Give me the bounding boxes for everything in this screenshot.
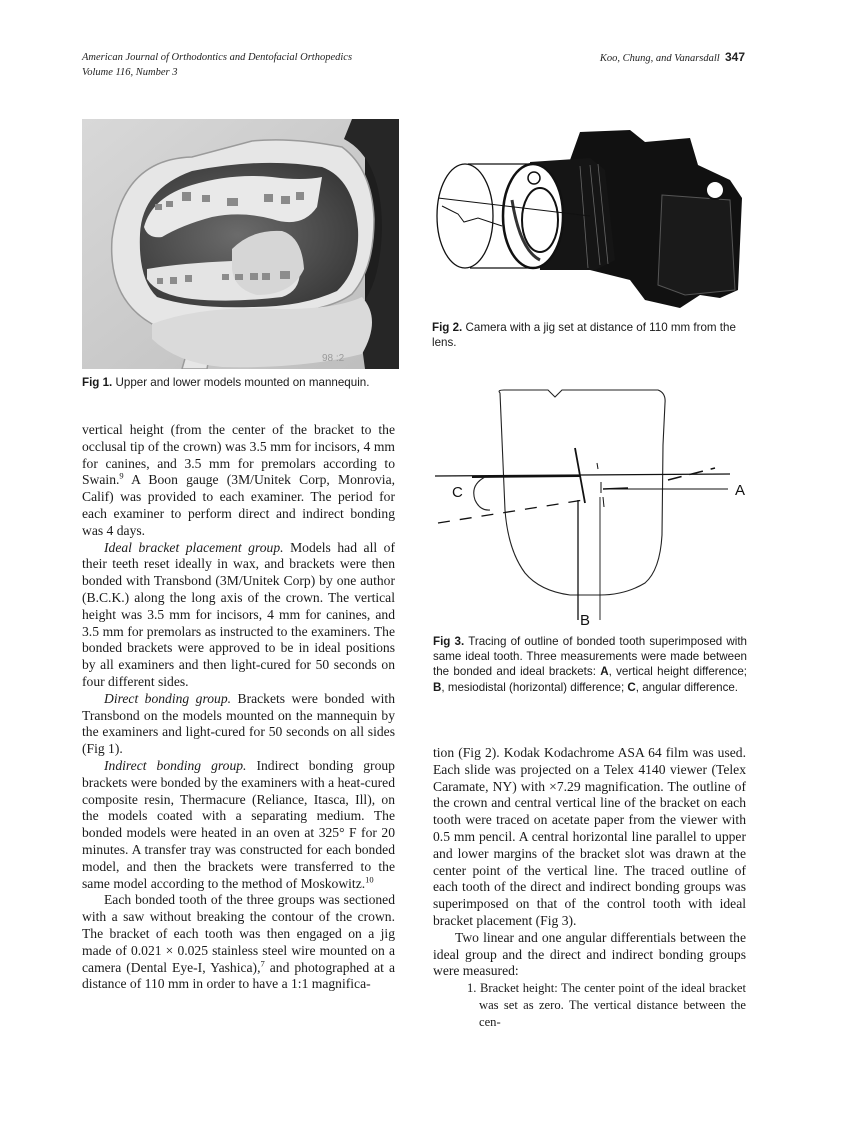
figure-3-diagram (430, 385, 760, 630)
label-a: A (735, 482, 746, 499)
section-run-in-heading: Direct bonding group. (104, 690, 232, 706)
text-span: Models had all of their teeth reset ideally in wax, and brackets were then bonded with Transbond (3M/Unitek Corp) by one author (B.C.K.) along the long axis of the crown. The vertical height was 3.5 mm for incisors, 4 mm for canines, and 3.5 mm for premolars as instructed to the examiners. The bonded brackets were approved to be in ideal positions by all examiners and then light-cured for 50 seconds on four different sides. (82, 539, 395, 689)
text-span: and photographed at a distance of 110 mm in order to have a 1:1 magnifica- (82, 959, 395, 992)
reference-superscript: 7 (260, 957, 265, 968)
mannequin-mouth-image (82, 119, 399, 369)
figure-2-label: Fig 2. (432, 321, 463, 334)
reference-superscript: 9 (119, 470, 124, 481)
running-header-left (82, 50, 352, 80)
page-number: 347 (724, 50, 745, 64)
label-c: C (452, 484, 463, 501)
figure-1-caption-text: Upper and lower models mounted on mannequin. (112, 376, 370, 389)
paragraph: Two linear and one angular differentials between the ideal group and the direct and indirect bonding groups were measured: (433, 929, 746, 979)
caption-a-label: A (600, 665, 609, 679)
tooth-tracing-diagram (430, 385, 760, 630)
paragraph: tion (Fig 2). Kodak Kodachrome ASA 64 film was used. Each slide was projected on a Telex 4140 viewer (Telex Caramate, NY) with ×7.29 magnification. The outline of the crown and central vertical line of the bracket on each tooth were traced on acetate paper from the viewer with 0.5 mm pencil. A central horizontal line parallel to upper and lower margins of the bracket slot was drawn at the center point of the vertical line. The traced outline of each tooth of the direct and indirect bonding groups was superimposed on that of the control tooth with ideal bracket placement (Fig 3). (433, 745, 746, 928)
caption-c-label: C (627, 680, 636, 694)
figure-3-caption-text: Tracing of outline of bonded tooth superimposed with same ideal tooth. Three measurements were made between the bonded and ideal brackets: (433, 635, 747, 679)
caption-a-text: , vertical height difference; (608, 665, 747, 679)
list-item: 1. Bracket height: The center point of the ideal bracket was set as zero. The vertical distance between the cen- (467, 981, 746, 1029)
figure-1-photo (82, 119, 399, 369)
caption-c-text: , angular difference. (635, 680, 739, 694)
paragraph-indirect-group (82, 758, 395, 892)
text-span: Brackets were bonded with Transbond on the models mounted on the mannequin by the examiners and light-cured for 50 seconds on all sides (Fig 1). (82, 690, 396, 757)
label-b: B (580, 612, 591, 629)
text-span: Each bonded tooth of the three groups was sectioned with a saw without breaking the contour of the crown. The bracket of each tooth was then engaged on a jig made of 0.021 × 0.025 stainless steel wire mounted on a camera (Dental Eye-I, Yashica), (82, 892, 395, 975)
figure-1-caption (82, 375, 412, 390)
paragraph (82, 892, 395, 993)
figure-2-caption (432, 320, 750, 350)
figure-3-label: Fig 3. (433, 635, 465, 648)
caption-b-label: B (433, 680, 442, 694)
figure-2-caption-text: Camera with a jig set at distance of 110 mm from the lens. (432, 321, 736, 350)
running-header-right (600, 50, 745, 66)
figure-1-label: Fig 1. (82, 376, 113, 389)
author-names: Koo, Chung, and Vanarsdall (599, 53, 720, 64)
section-run-in-heading: Indirect bonding group. (104, 757, 247, 773)
text-span: Indirect bonding group brackets were bonded by the examiners with a heat-cured composite resin, Thermacure (Reliance, Itasca, Ill), on the models coated with a separating medium. The bonded models were heated in an oven at 325° F for 20 minutes. A transfer tray was constructed for each bonded model, and then the brackets were transferred to the same model according to the method of Moskowitz. (82, 757, 395, 891)
left-column-text (82, 422, 395, 993)
section-run-in-heading: Ideal bracket placement group. (104, 539, 284, 555)
right-column-text (433, 745, 746, 1031)
reference-superscript: 10 (365, 873, 374, 884)
figure-3-caption (433, 634, 747, 695)
journal-title: American Journal of Orthodontics and Dentofacial Orthopedics (82, 52, 353, 63)
paragraph-ideal-group (82, 540, 395, 691)
camera-with-jig-illustration (430, 120, 750, 320)
paragraph (82, 422, 395, 540)
journal-volume: Volume 116, Number 3 (82, 67, 178, 78)
text-span: A Boon gauge (3M/Unitek Corp, Monrovia, Calif) was provided to each examiner. The period for each examiner to perform direct and indirect bonding was 4 days. (82, 472, 395, 538)
text-span: vertical height (from the center of the bracket to the occlusal tip of the crown) was 3.5 mm for incisors, 4 mm for canines, and 3.5 mm for premolars according to Swain. (82, 422, 395, 488)
paragraph-direct-group (82, 691, 395, 758)
date-stamp: 98 :2 (322, 353, 345, 364)
caption-b-text: , mesiodistal (horizontal) difference; (441, 680, 628, 694)
figure-2-drawing (430, 120, 750, 320)
